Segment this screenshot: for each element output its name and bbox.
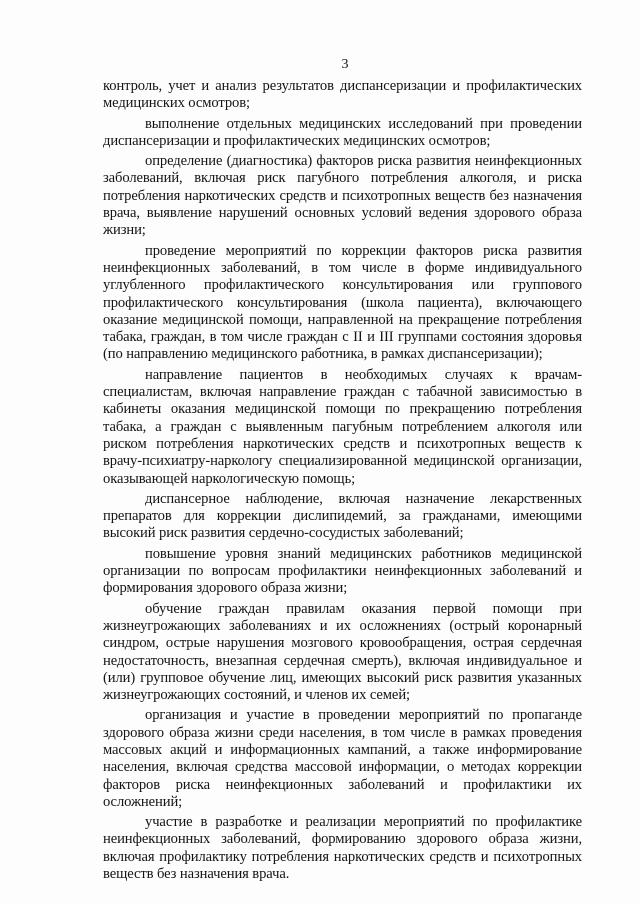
paragraph: обучение граждан правилам оказания первой помощи при жизнеугрожающих заболеваниях и их осложнениях (острый коронарный синдром, острые нарушения мозгового кровообращения, острая сердечная недостаточность, внезапная сердечная смерть), включая индивидуальное и (или) групповое обучение лиц, имеющих высокий риск развития указанных жизнеугрожающих состояний, и членов их семей;	[103, 600, 582, 704]
paragraph: организация и участие в проведении мероприятий по пропаганде здорового образа жизни среди населения, в том числе в рамках проведения массовых акций и информационных кампаний, а также информирование населения, включая средства массовой информации, о методах коррекции факторов риска неинфекционных заболеваний и профилактики их осложнений;	[103, 707, 582, 810]
paragraph: участие в разработке и реализации мероприятий по профилактике неинфекционных заболеваний, формированию здорового образа жизни, включая профилактику потребления наркотических средств и психотропных веществ без назначения врача.	[103, 814, 582, 883]
paragraph: повышение уровня знаний медицинских работников медицинской организации по вопросам профилактики неинфекционных заболеваний и формирования здорового образа жизни;	[103, 545, 582, 597]
paragraph: контроль, учет и анализ результатов диспансеризации и профилактических медицинских осмотров;	[103, 78, 582, 112]
paragraph: определение (диагностика) факторов риска развития неинфекционных заболеваний, включая риск пагубного потребления алкоголя, и риска потребления наркотических средств и психотропных веществ без назначения врача, выявление нарушений основных условий ведения здорового образа жизни;	[103, 153, 582, 239]
paragraph: выполнение отдельных медицинских исследований при проведении диспансеризации и профилактических медицинских осмотров;	[103, 115, 582, 149]
paragraph: направление пациентов в необходимых случаях к врачам-специалистам, включая направление граждан с табачной зависимостью в кабинеты оказания медицинской помощи по прекращению потребления табака, а граждан с выявленным пагубным потреблением алкоголя или риском потребления наркотических средств и психотропных веществ к врачу-психиатру-наркологу специализированной медицинской организации, оказывающей наркологическую помощь;	[103, 366, 582, 487]
paragraph: проведение мероприятий по коррекции факторов риска развития неинфекционных заболеваний, в том числе в форме индивидуального углубленного профилактического консультирования или группового профилактического консультирования (школа пациента), включающего оказание медицинской помощи, направленной на прекращение потребления табака, граждан, в том числе граждан с II и III группами состояния здоровья (по направлению медицинского работника, в рамках диспансеризации);	[103, 242, 582, 363]
paragraph: диспансерное наблюдение, включая назначение лекарственных препаратов для коррекции дислипидемий, за гражданами, имеющими высокий риск развития сердечно-сосудистых заболеваний;	[103, 490, 582, 542]
page-number: 3	[341, 57, 349, 72]
document-body	[103, 78, 582, 886]
